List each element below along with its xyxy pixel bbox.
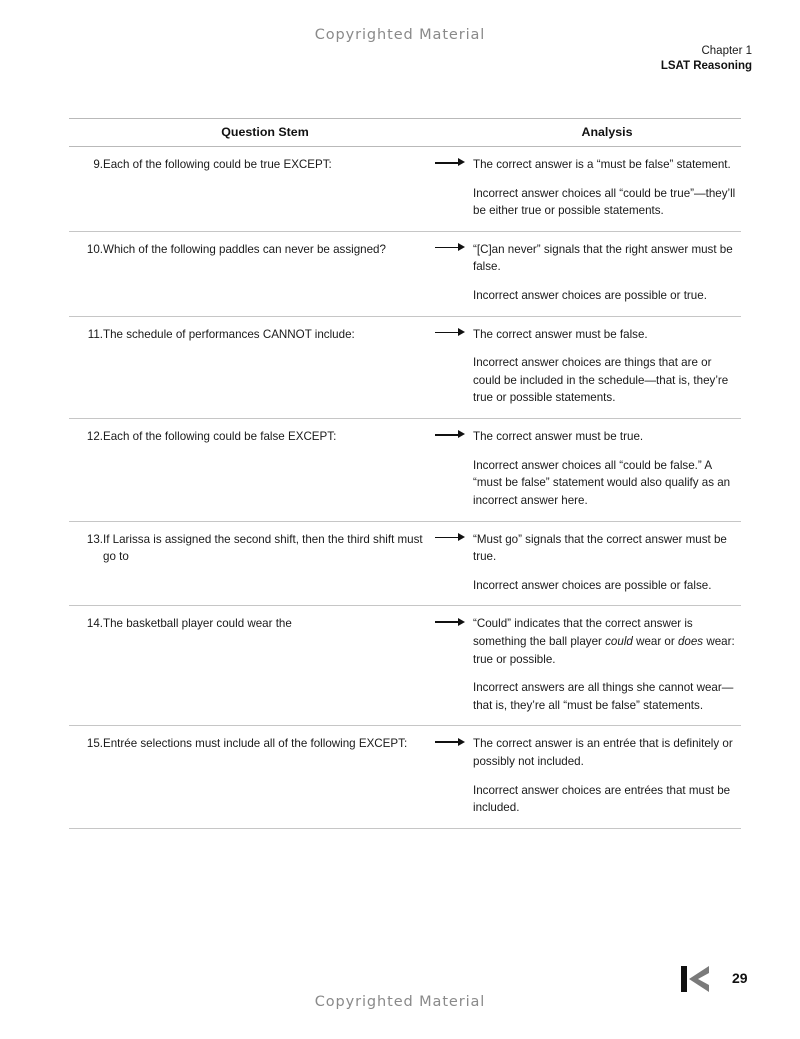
right-arrow-icon xyxy=(427,147,473,232)
analysis-paragraph: Incorrect answer choices are possible or true. xyxy=(473,289,707,303)
kaplan-k-logo xyxy=(680,966,710,992)
analysis-cell xyxy=(473,419,741,521)
analysis-paragraph: Incorrect answer choices are possible or false. xyxy=(473,578,712,592)
question-analysis-table-wrapper xyxy=(69,118,741,829)
analysis-paragraph: Incorrect answer choices are entrées that must be included. xyxy=(473,783,731,815)
emphasis-text: could xyxy=(605,634,633,648)
right-arrow-icon xyxy=(427,521,473,606)
table-header xyxy=(69,119,741,147)
right-arrow-icon xyxy=(427,606,473,726)
analysis-paragraph: “Must go” signals that the correct answer must be true. xyxy=(473,532,727,564)
table-row xyxy=(69,521,741,606)
table-row xyxy=(69,606,741,726)
row-number: 14. xyxy=(69,606,103,726)
row-number: 10. xyxy=(69,231,103,316)
analysis-cell xyxy=(473,316,741,418)
analysis-text: “Could” indicates that the correct answer is something the ball player xyxy=(473,617,693,648)
right-arrow-icon xyxy=(427,231,473,316)
analysis-cell xyxy=(473,521,741,606)
right-arrow-icon xyxy=(427,726,473,828)
logo-stem xyxy=(681,966,687,992)
analysis-cell xyxy=(473,726,741,828)
question-stem-cell: The schedule of performances CANNOT include: xyxy=(103,316,427,418)
analysis-paragraph: The correct answer must be true. xyxy=(473,430,644,444)
row-number: 11. xyxy=(69,316,103,418)
footer-block xyxy=(680,966,760,996)
right-arrow-icon xyxy=(427,419,473,521)
question-stem-cell: Which of the following paddles can never be assigned? xyxy=(103,231,427,316)
analysis-text: Incorrect answers are all things she cannot wear—that is, they’re all “must be false” statements. xyxy=(473,681,734,712)
page-number: 29 xyxy=(732,970,748,986)
table-row xyxy=(69,147,741,232)
analysis-paragraph: Incorrect answer choices are things that are or could be included in the schedule—that is, they’re true or possible statements. xyxy=(473,356,729,405)
running-head-chapter: Chapter 1 xyxy=(701,45,752,57)
column-header-analysis: Analysis xyxy=(473,119,741,147)
analysis-paragraph xyxy=(473,615,741,668)
question-stem-cell: Each of the following could be true EXCEPT: xyxy=(103,147,427,232)
table-row xyxy=(69,231,741,316)
question-stem-cell: If Larissa is assigned the second shift, then the third shift must go to xyxy=(103,521,427,606)
question-stem-cell: Entrée selections must include all of the following EXCEPT: xyxy=(103,726,427,828)
analysis-cell xyxy=(473,231,741,316)
analysis-paragraph: “[C]an never” signals that the right answer must be false. xyxy=(473,242,733,274)
analysis-paragraph: Incorrect answer choices all “could be true”—they’ll be either true or possible statements. xyxy=(473,186,736,218)
table-row xyxy=(69,316,741,418)
analysis-paragraph xyxy=(473,679,741,714)
row-number: 13. xyxy=(69,521,103,606)
row-number: 12. xyxy=(69,419,103,521)
question-stem-cell: The basketball player could wear the xyxy=(103,606,427,726)
column-header-number xyxy=(69,119,103,147)
logo-chevron-icon xyxy=(689,966,709,992)
column-header-arrow xyxy=(427,119,473,147)
analysis-cell xyxy=(473,606,741,726)
table-header-row xyxy=(69,119,741,147)
right-arrow-icon xyxy=(427,316,473,418)
question-stem-cell: Each of the following could be false EXCEPT: xyxy=(103,419,427,521)
analysis-paragraph: The correct answer must be false. xyxy=(473,327,648,341)
table-row xyxy=(69,419,741,521)
column-header-question-stem: Question Stem xyxy=(103,119,427,147)
analysis-text: wear: true or possible. xyxy=(473,634,735,666)
analysis-cell xyxy=(473,147,741,232)
running-head xyxy=(661,44,752,74)
row-number: 15. xyxy=(69,726,103,828)
analysis-paragraph: The correct answer is a “must be false” statement. xyxy=(473,158,731,171)
table-body xyxy=(69,147,741,829)
running-head-subject: LSAT Reasoning xyxy=(660,60,752,73)
analysis-text: wear or xyxy=(632,634,678,648)
emphasis-text: does xyxy=(677,634,704,648)
analysis-paragraph: The correct answer is an entrée that is definitely or possibly not included. xyxy=(473,737,733,769)
analysis-paragraph: Incorrect answer choices all “could be false.” A “must be false” statement would also qualify as an incorrect answer here. xyxy=(473,458,731,507)
row-number: 9. xyxy=(69,147,103,232)
copyright-watermark-bottom: Copyrighted Material xyxy=(314,994,486,1010)
table-row xyxy=(69,726,741,828)
question-analysis-table xyxy=(69,118,741,829)
copyright-watermark-top: Copyrighted Material xyxy=(314,27,486,43)
